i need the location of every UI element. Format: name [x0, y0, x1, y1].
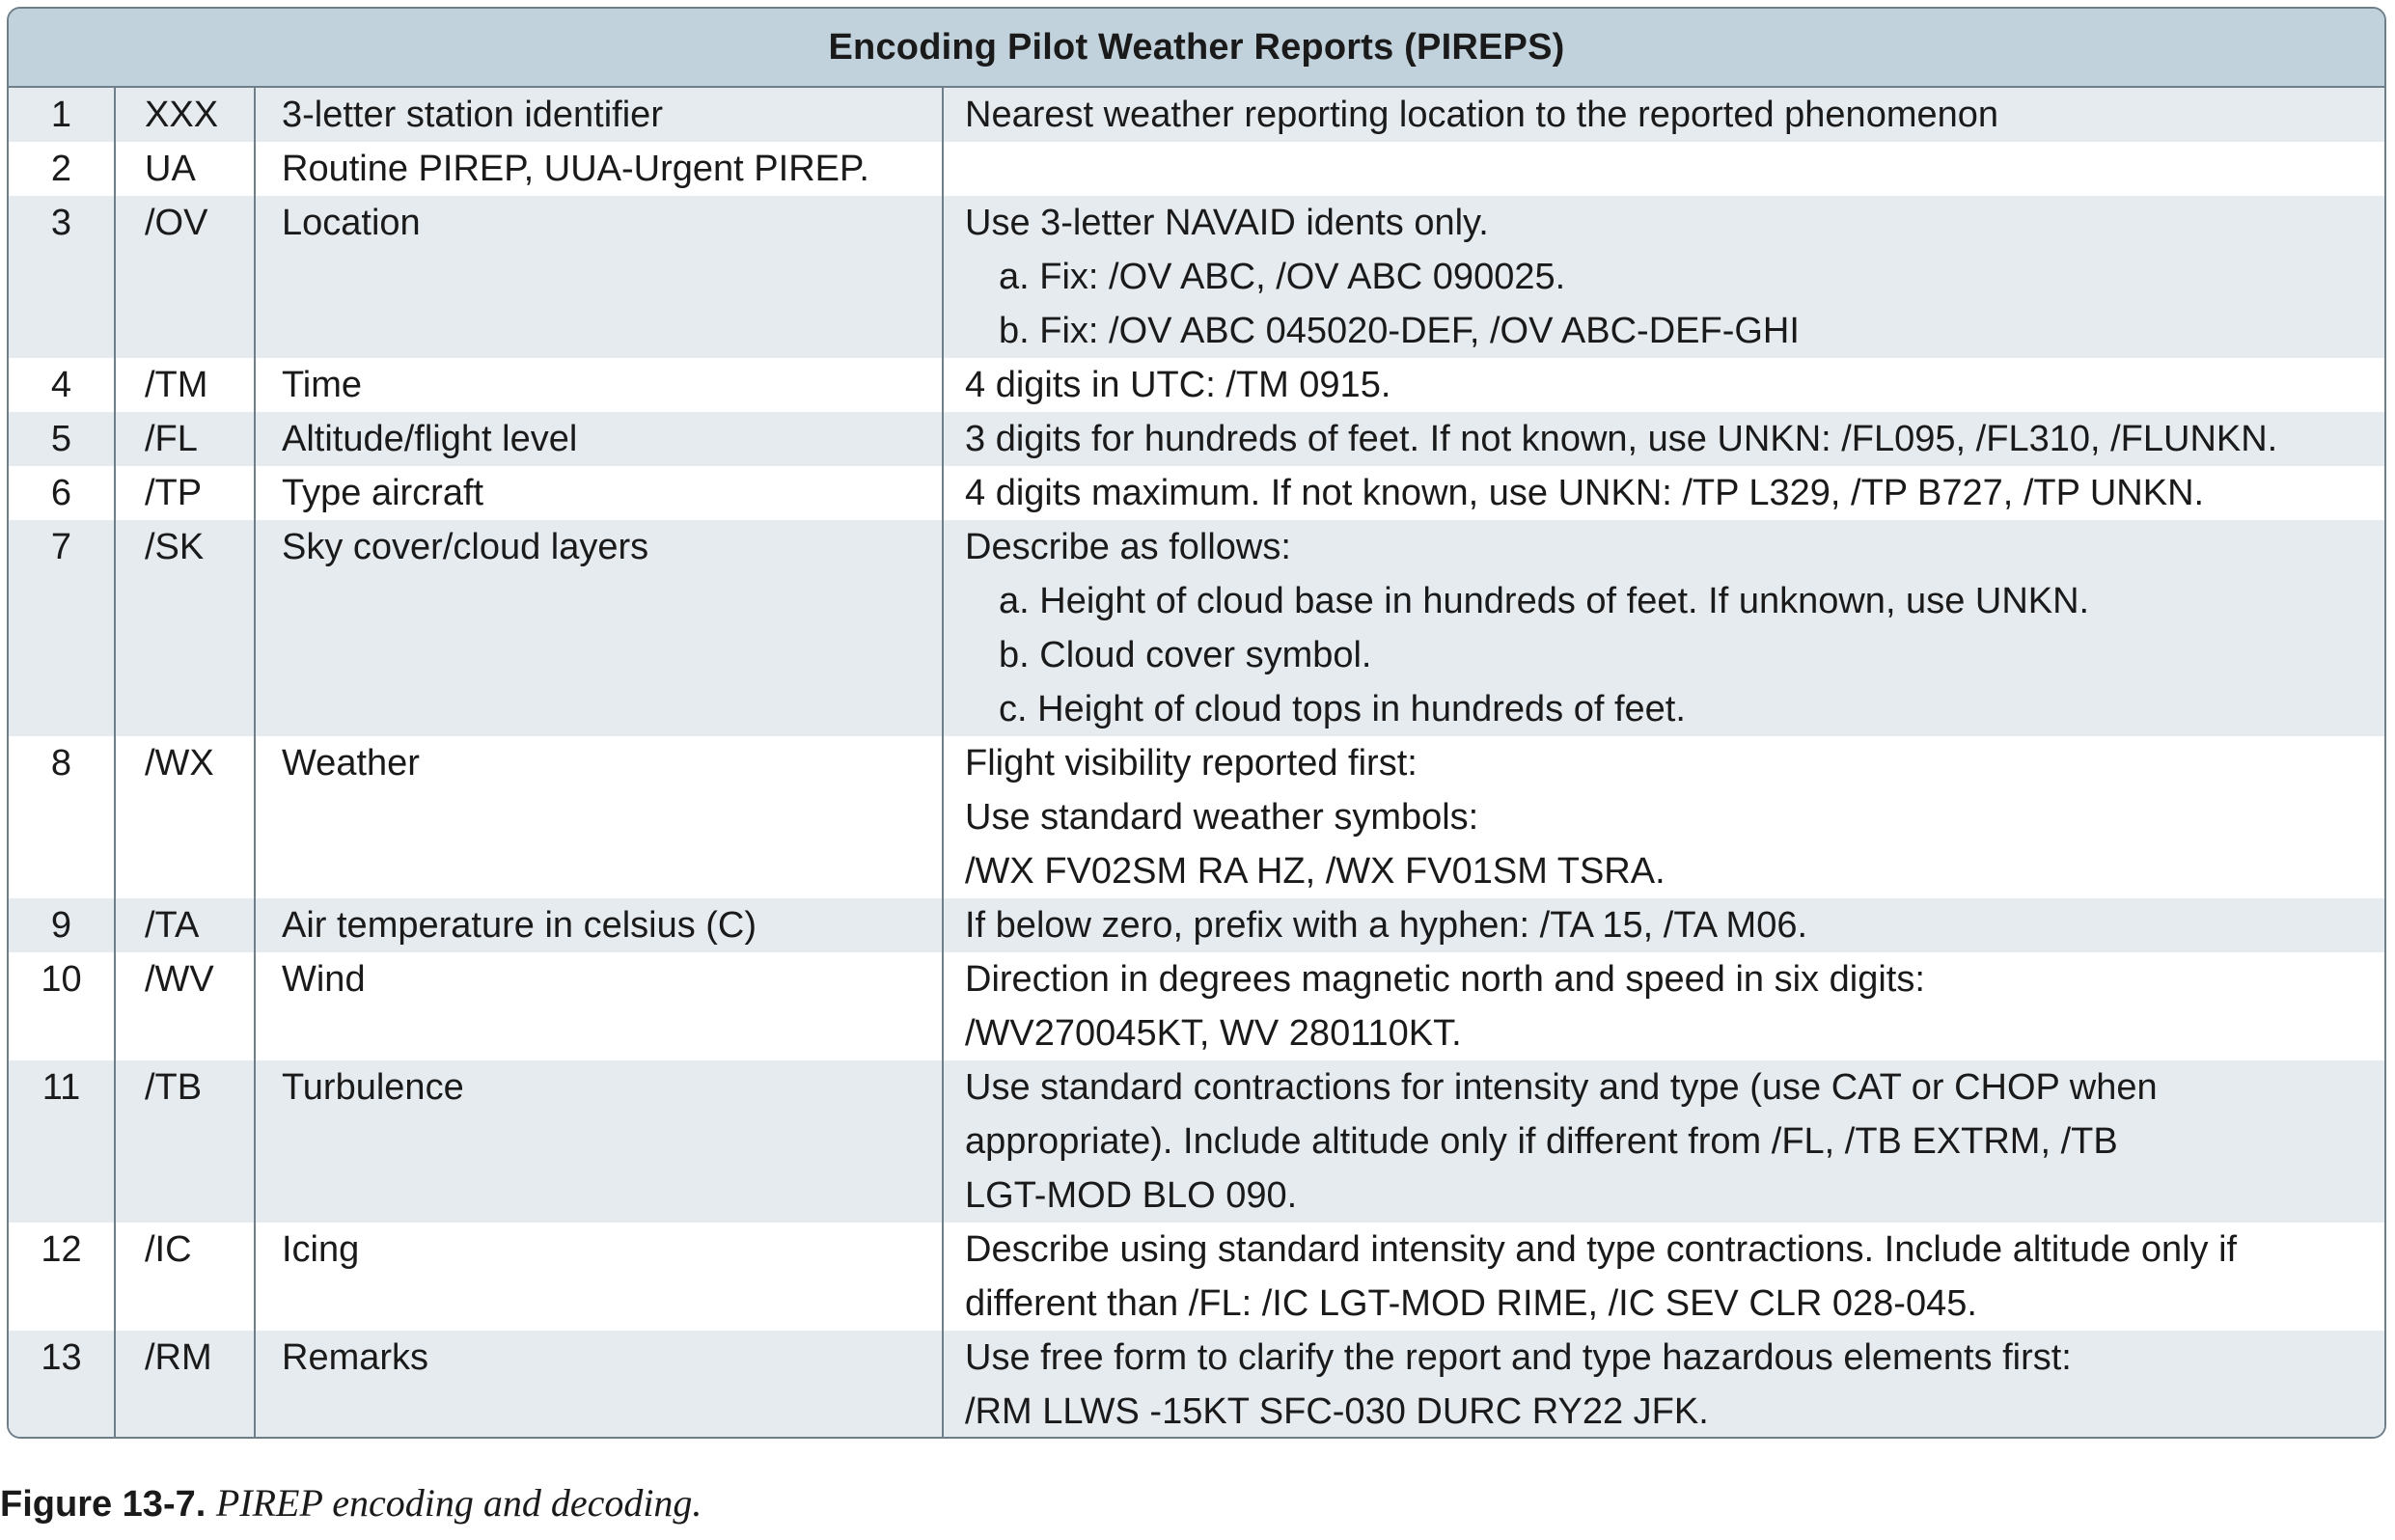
- table-row: [9, 898, 2384, 952]
- figure-caption-text: PIREP encoding and decoding.: [215, 1481, 702, 1525]
- table-row: [9, 358, 2384, 412]
- row-name-cell: Wind: [255, 952, 943, 1060]
- row-code-cell: /WV: [115, 952, 255, 1060]
- description-line: Direction in degrees magnetic north and speed in six digits:: [965, 959, 1925, 1000]
- description-line: Use standard contractions for intensity and type (use CAT or CHOP when: [965, 1067, 2158, 1108]
- row-number-cell: 1: [9, 88, 115, 142]
- row-number-cell: 9: [9, 898, 115, 952]
- row-description-cell: [943, 520, 2384, 736]
- row-description-cell: [943, 142, 2384, 196]
- row-code-cell: /IC: [115, 1223, 255, 1331]
- description-line: Describe using standard intensity and type contractions. Include altitude only if: [965, 1229, 2238, 1270]
- row-description-cell: [943, 358, 2384, 412]
- row-code-cell: /TB: [115, 1060, 255, 1223]
- description-line: b. Cloud cover symbol.: [999, 635, 1372, 675]
- table-row: [9, 736, 2384, 898]
- row-number-cell: 3: [9, 196, 115, 358]
- description-line: a. Fix: /OV ABC, /OV ABC 090025.: [999, 257, 1566, 297]
- figure-label: Figure 13-7.: [0, 1484, 206, 1525]
- row-description-cell: [943, 196, 2384, 358]
- description-line: 4 digits in UTC: /TM 0915.: [965, 365, 1391, 405]
- row-description-cell: [943, 1223, 2384, 1331]
- description-line: 4 digits maximum. If not known, use UNKN: /TP L329, /TP B727, /TP UNKN.: [965, 473, 2205, 513]
- row-number-cell: 13: [9, 1331, 115, 1439]
- row-code-cell: /TP: [115, 466, 255, 520]
- row-name-cell: Routine PIREP, UUA-Urgent PIREP.: [255, 142, 943, 196]
- row-description-cell: [943, 1060, 2384, 1223]
- row-code-cell: /TA: [115, 898, 255, 952]
- description-line: c. Height of cloud tops in hundreds of feet.: [999, 689, 1686, 729]
- row-code-cell: /FL: [115, 412, 255, 466]
- row-number-cell: 2: [9, 142, 115, 196]
- description-line: /RM LLWS -15KT SFC-030 DURC RY22 JFK.: [965, 1391, 1709, 1432]
- description-line: Nearest weather reporting location to the reported phenomenon: [965, 95, 1999, 135]
- row-code-cell: /TM: [115, 358, 255, 412]
- row-description-cell: [943, 412, 2384, 466]
- description-line: Use 3-letter NAVAID idents only.: [965, 203, 1489, 243]
- pirep-encoding-table: [7, 7, 2386, 1439]
- table-row: [9, 952, 2384, 1060]
- row-code-cell: XXX: [115, 88, 255, 142]
- description-line: Flight visibility reported first:: [965, 743, 1418, 784]
- description-line: different than /FL: /IC LGT-MOD RIME, /IC SEV CLR 028-045.: [965, 1283, 1977, 1324]
- row-description-cell: [943, 952, 2384, 1060]
- description-line: /WX FV02SM RA HZ, /WX FV01SM TSRA.: [965, 851, 1665, 892]
- row-description-cell: [943, 466, 2384, 520]
- row-name-cell: Weather: [255, 736, 943, 898]
- table-row: [9, 1060, 2384, 1223]
- description-line: 3 digits for hundreds of feet. If not known, use UNKN: /FL095, /FL310, /FLUNKN.: [965, 419, 2278, 459]
- row-code-cell: /OV: [115, 196, 255, 358]
- row-name-cell: Sky cover/cloud layers: [255, 520, 943, 736]
- description-line: appropriate). Include altitude only if different from /FL, /TB EXTRM, /TB: [965, 1121, 2118, 1162]
- row-code-cell: /RM: [115, 1331, 255, 1439]
- row-number-cell: 6: [9, 466, 115, 520]
- table-row: [9, 412, 2384, 466]
- table-row: [9, 196, 2384, 358]
- row-name-cell: Icing: [255, 1223, 943, 1331]
- description-line: If below zero, prefix with a hyphen: /TA 15, /TA M06.: [965, 905, 1808, 946]
- description-line: Use free form to clarify the report and type hazardous elements first:: [965, 1337, 2072, 1378]
- table-title: Encoding Pilot Weather Reports (PIREPS): [9, 9, 2384, 88]
- row-number-cell: 7: [9, 520, 115, 736]
- description-line: Describe as follows:: [965, 527, 1291, 567]
- row-description-cell: [943, 898, 2384, 952]
- row-name-cell: Time: [255, 358, 943, 412]
- description-line: LGT-MOD BLO 090.: [965, 1175, 1298, 1216]
- row-number-cell: 12: [9, 1223, 115, 1331]
- table-row: [9, 142, 2384, 196]
- row-name-cell: Type aircraft: [255, 466, 943, 520]
- table-row: [9, 1331, 2384, 1439]
- row-description-cell: [943, 736, 2384, 898]
- row-name-cell: Air temperature in celsius (C): [255, 898, 943, 952]
- row-number-cell: 8: [9, 736, 115, 898]
- row-name-cell: Location: [255, 196, 943, 358]
- row-description-cell: [943, 1331, 2384, 1439]
- description-line: /WV270045KT, WV 280110KT.: [965, 1013, 1462, 1054]
- row-name-cell: Altitude/flight level: [255, 412, 943, 466]
- description-line: a. Height of cloud base in hundreds of feet. If unknown, use UNKN.: [999, 581, 2090, 621]
- description-line: b. Fix: /OV ABC 045020-DEF, /OV ABC-DEF-GHI: [999, 311, 1800, 351]
- row-number-cell: 5: [9, 412, 115, 466]
- table-body: [9, 88, 2384, 1439]
- table-row: [9, 466, 2384, 520]
- row-code-cell: /SK: [115, 520, 255, 736]
- row-name-cell: Turbulence: [255, 1060, 943, 1223]
- figure-caption: [0, 1480, 702, 1526]
- description-line: Use standard weather symbols:: [965, 797, 1479, 838]
- table-row: [9, 1223, 2384, 1331]
- row-name-cell: 3-letter station identifier: [255, 88, 943, 142]
- table-row: [9, 88, 2384, 142]
- row-description-cell: [943, 88, 2384, 142]
- table-row: [9, 520, 2384, 736]
- row-code-cell: UA: [115, 142, 255, 196]
- row-number-cell: 10: [9, 952, 115, 1060]
- row-number-cell: 4: [9, 358, 115, 412]
- row-name-cell: Remarks: [255, 1331, 943, 1439]
- row-number-cell: 11: [9, 1060, 115, 1223]
- row-code-cell: /WX: [115, 736, 255, 898]
